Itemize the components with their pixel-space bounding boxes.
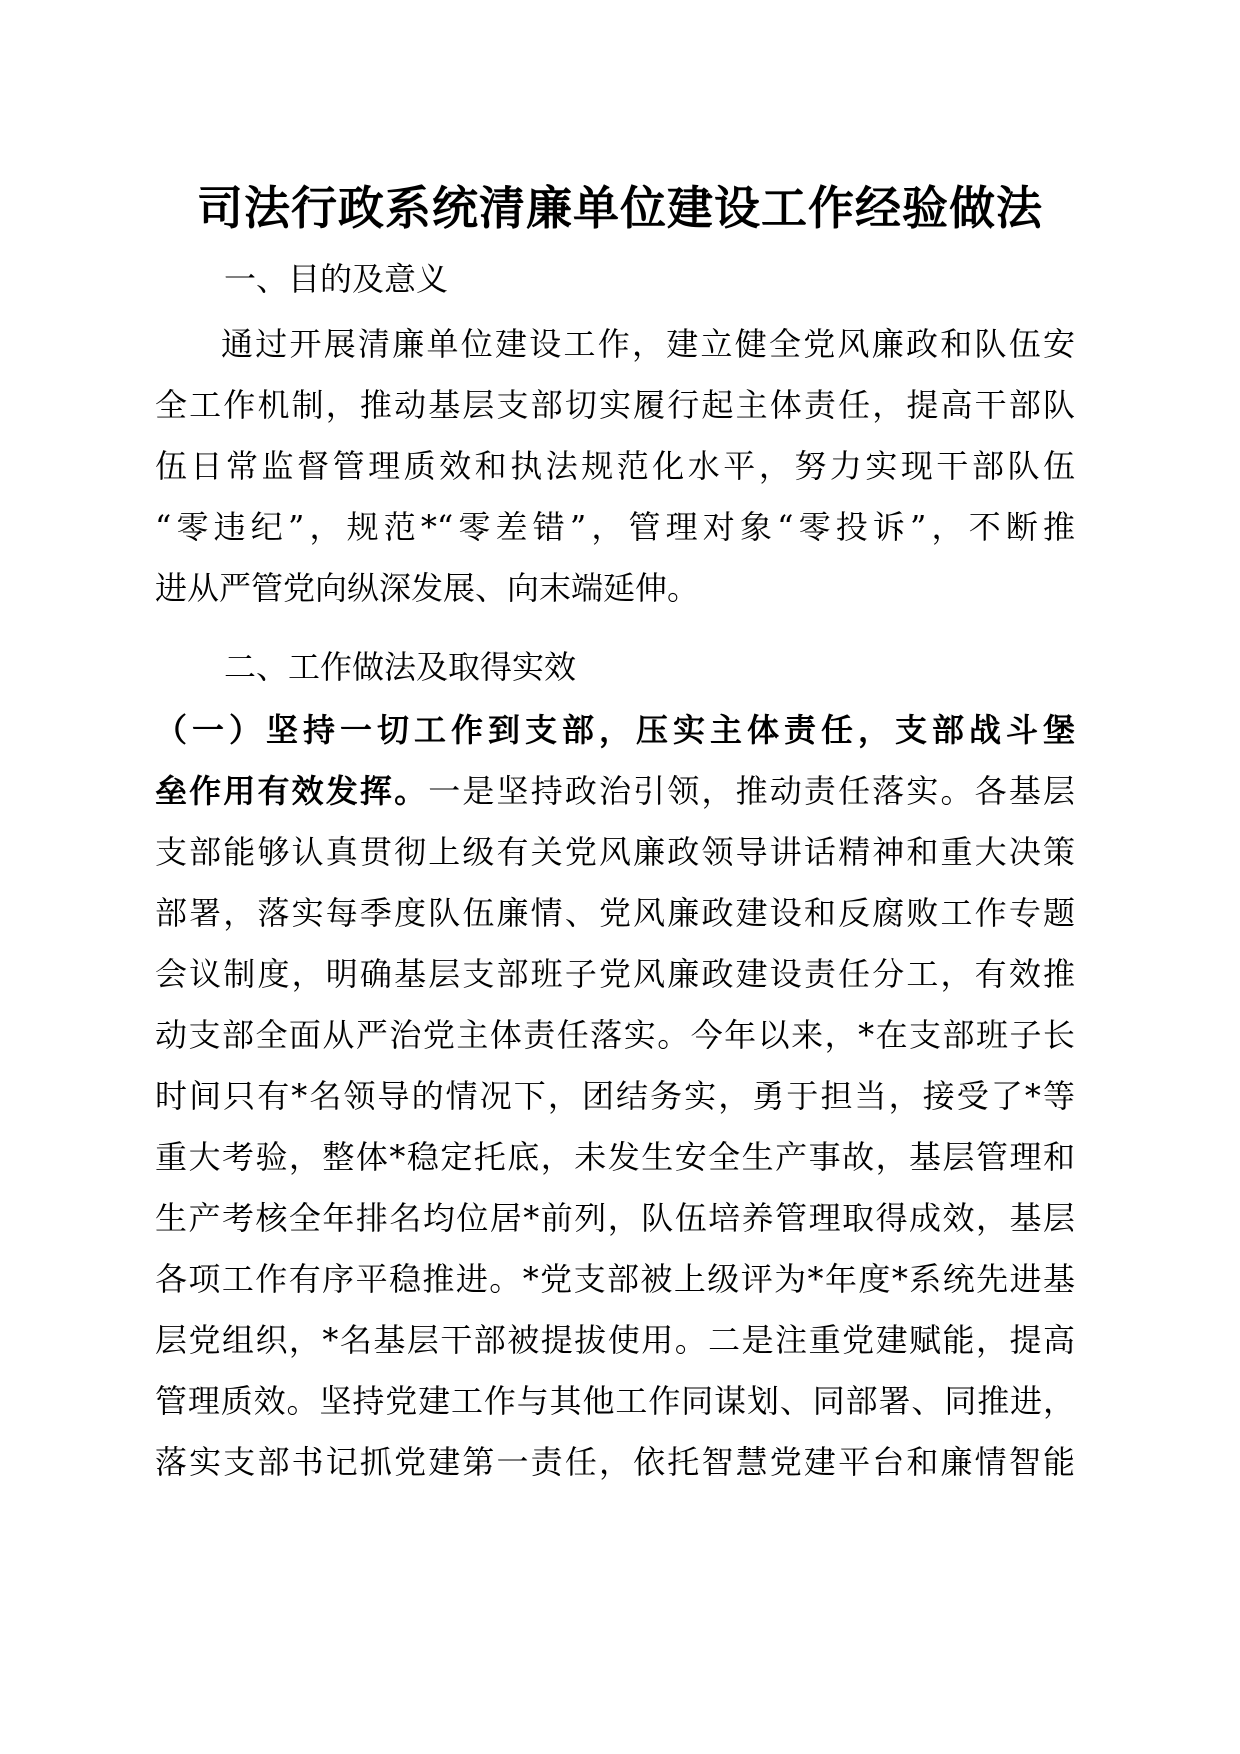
section-heading-practices: 二、工作做法及取得实效 <box>224 648 577 686</box>
subsection-heading-line: （一）坚持一切工作到支部，压实主体责任，支部战斗堡 <box>155 711 1075 749</box>
subsection-heading-end: 垒作用有效发挥。 <box>155 772 429 810</box>
paragraph-line: 管理质效。坚持党建工作与其他工作同谋划、同部署、同推进， <box>155 1382 1075 1420</box>
paragraph-line: 动支部全面从严治党主体责任落实。今年以来，*在支部班子长 <box>155 1016 1075 1054</box>
paragraph-practices <box>155 700 1075 1493</box>
paragraph-purpose <box>155 314 1075 619</box>
paragraph-line: 伍日常监督管理质效和执法规范化水平，努力实现干部队伍 <box>155 447 1075 485</box>
paragraph-line-mixed <box>155 761 1075 822</box>
paragraph-line: 通过开展清廉单位建设工作，建立健全党风廉政和队伍安 <box>221 325 1075 363</box>
paragraph-line: 各项工作有序平稳推进。*党支部被上级评为*年度*系统先进基 <box>155 1260 1075 1298</box>
paragraph-line: 全工作机制，推动基层支部切实履行起主体责任，提高干部队 <box>155 386 1075 424</box>
paragraph-line: 层党组织，*名基层干部被提拔使用。二是注重党建赋能，提高 <box>155 1321 1075 1359</box>
paragraph-line: 会议制度，明确基层支部班子党风廉政建设责任分工，有效推 <box>155 955 1075 993</box>
document-title: 司法行政系统清廉单位建设工作经验做法 <box>197 181 1043 235</box>
paragraph-line: “零违纪”，规范*“零差错”，管理对象“零投诉”，不断推 <box>155 508 1075 546</box>
paragraph-line: 部署，落实每季度队伍廉情、党风廉政建设和反腐败工作专题 <box>155 894 1075 932</box>
paragraph-line: 落实支部书记抓党建第一责任，依托智慧党建平台和廉情智能 <box>155 1443 1075 1481</box>
paragraph-text: 一是坚持政治引领，推动责任落实。各基层 <box>428 772 1075 810</box>
paragraph-line: 支部能够认真贯彻上级有关党风廉政领导讲话精神和重大决策 <box>155 833 1075 871</box>
paragraph-line: 时间只有*名领导的情况下，团结务实，勇于担当，接受了*等 <box>155 1077 1075 1115</box>
paragraph-line: 重大考验，整体*稳定托底，未发生安全生产事故，基层管理和 <box>155 1138 1075 1176</box>
section-heading-purpose: 一、目的及意义 <box>224 260 449 298</box>
paragraph-line: 进从严管党向纵深发展、向末端延伸。 <box>155 569 700 607</box>
paragraph-line: 生产考核全年排名均位居*前列，队伍培养管理取得成效，基层 <box>155 1199 1075 1237</box>
